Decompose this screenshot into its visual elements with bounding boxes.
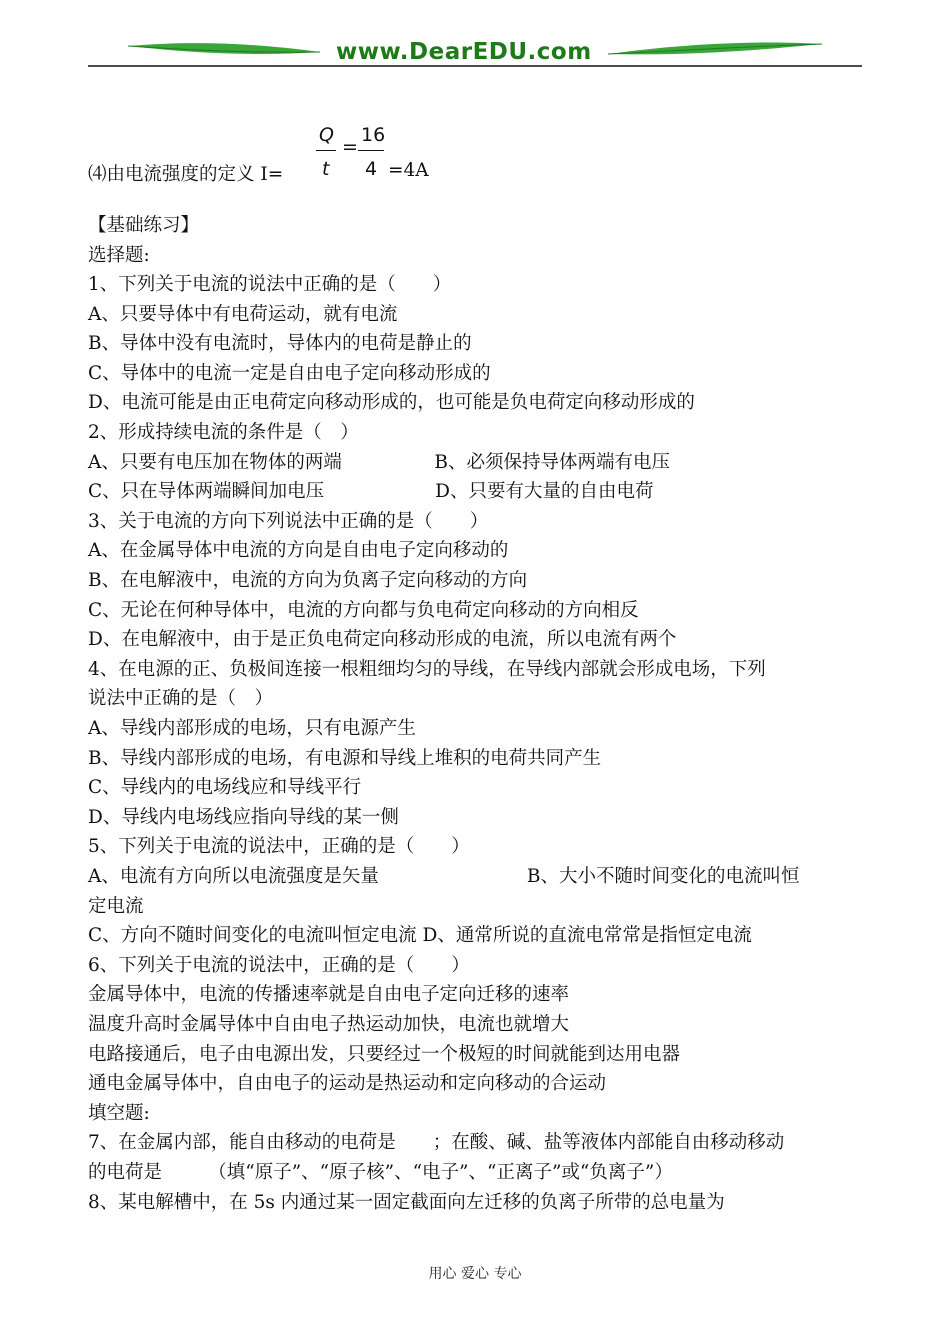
question-8: 8、某电解槽中，在 5s 内通过某一固定截面向左迁移的负离子所带的总电量为 (88, 1192, 725, 1213)
q5-options-ab: A、电流有方向所以电流强度是矢量 B、大小不随时间变化的电流叫恒 (88, 866, 800, 887)
q4-option-c: C、导线内的电场线应和导线平行 (88, 777, 362, 798)
q3-option-a: A、在金属导体中电流的方向是自由电子定向移动的 (88, 540, 509, 561)
q1-option-d: D、电流可能是由正电荷定向移动形成的，也可能是负电荷定向移动形成的 (88, 392, 695, 413)
formula-prefix: ⑷由电流强度的定义 I= (88, 164, 284, 185)
question-6: 6、下列关于电流的说法中，正确的是（ ） (88, 955, 470, 976)
question-5: 5、下列关于电流的说法中，正确的是（ ） (88, 836, 470, 857)
formula-numerator-q: Q (319, 124, 334, 146)
q1-option-b: B、导体中没有电流时，导体内的电荷是静止的 (88, 333, 472, 354)
q2-options-ab: A、只要有电压加在物体的两端 B、必须保持导体两端有电压 (88, 452, 670, 473)
q1-option-c: C、导体中的电流一定是自由电子定向移动形成的 (88, 363, 491, 384)
q3-option-b: B、在电解液中，电流的方向为负离子定向移动的方向 (88, 570, 528, 591)
page-footer: 用心 爱心 专心 (428, 1266, 522, 1282)
formula-numerator-16: 16 (361, 124, 386, 146)
formula-denominator-t: t (322, 158, 330, 180)
q1-option-a: A、只要导体中有电荷运动，就有电流 (88, 304, 398, 325)
question-2: 2、形成持续电流的条件是（ ） (88, 422, 359, 443)
q4-option-d: D、导线内电场线应指向导线的某一侧 (88, 807, 399, 828)
question-4-cont: 说法中正确的是（ ） (88, 688, 274, 709)
current-formula (88, 120, 488, 190)
q3-option-d: D、在电解液中，由于是正负电荷定向移动形成的电流，所以电流有两个 (88, 629, 677, 650)
fraction-bar-2 (358, 150, 384, 151)
q6-statement-4: 通电金属导体中，自由电子的运动是热运动和定向移动的合运动 (88, 1073, 607, 1094)
q5-options-cd: C、方向不随时间变化的电流叫恒定电流 D、通常所说的直流电常常是指恒定电流 (88, 925, 752, 946)
q4-option-b: B、导线内部形成的电场，有电源和导线上堆积的电荷共同产生 (88, 748, 602, 769)
question-4: 4、在电源的正、负极间连接一根粗细均匀的导线，在导线内部就会形成电场，下列 (88, 659, 766, 680)
formula-suffix: =4A (388, 160, 429, 181)
formula-equals: = (342, 136, 358, 158)
q4-option-a: A、导线内部形成的电场，只有电源产生 (88, 718, 416, 739)
subsection-choice: 选择题: (88, 245, 150, 266)
fraction-bar-1 (316, 150, 336, 151)
subsection-fill: 填空题: (88, 1103, 150, 1124)
section-heading: 【基础练习】 (88, 215, 200, 236)
question-7-cont: 的电荷是 （填“原子”、“原子核”、“电子”、“正离子”或“负离子”） (88, 1162, 673, 1183)
q6-statement-1: 金属导体中，电流的传播速率就是自由电子定向迁移的速率 (88, 984, 570, 1005)
q3-option-c: C、无论在何种导体中，电流的方向都与负电荷定向移动的方向相反 (88, 600, 639, 621)
page-header (0, 0, 950, 80)
question-3: 3、关于电流的方向下列说法中正确的是（ ） (88, 511, 489, 532)
question-1: 1、下列关于电流的说法中正确的是（ ） (88, 274, 452, 295)
q5-options-ab-cont: 定电流 (88, 896, 144, 917)
q2-options-cd: C、只在导体两端瞬间加电压 D、只要有大量的自由电荷 (88, 481, 654, 502)
formula-denominator-4: 4 (365, 158, 378, 180)
q6-statement-3: 电路接通后，电子由电源出发，只要经过一个极短的时间就能到达用电器 (88, 1044, 681, 1065)
site-logo-text: www.DearEDU.com (330, 39, 598, 65)
q6-statement-2: 温度升高时金属导体中自由电子热运动加快，电流也就增大 (88, 1014, 570, 1035)
question-7: 7、在金属内部，能自由移动的电荷是 ；在酸、碱、盐等液体内部能自由移动移动 (88, 1132, 785, 1153)
